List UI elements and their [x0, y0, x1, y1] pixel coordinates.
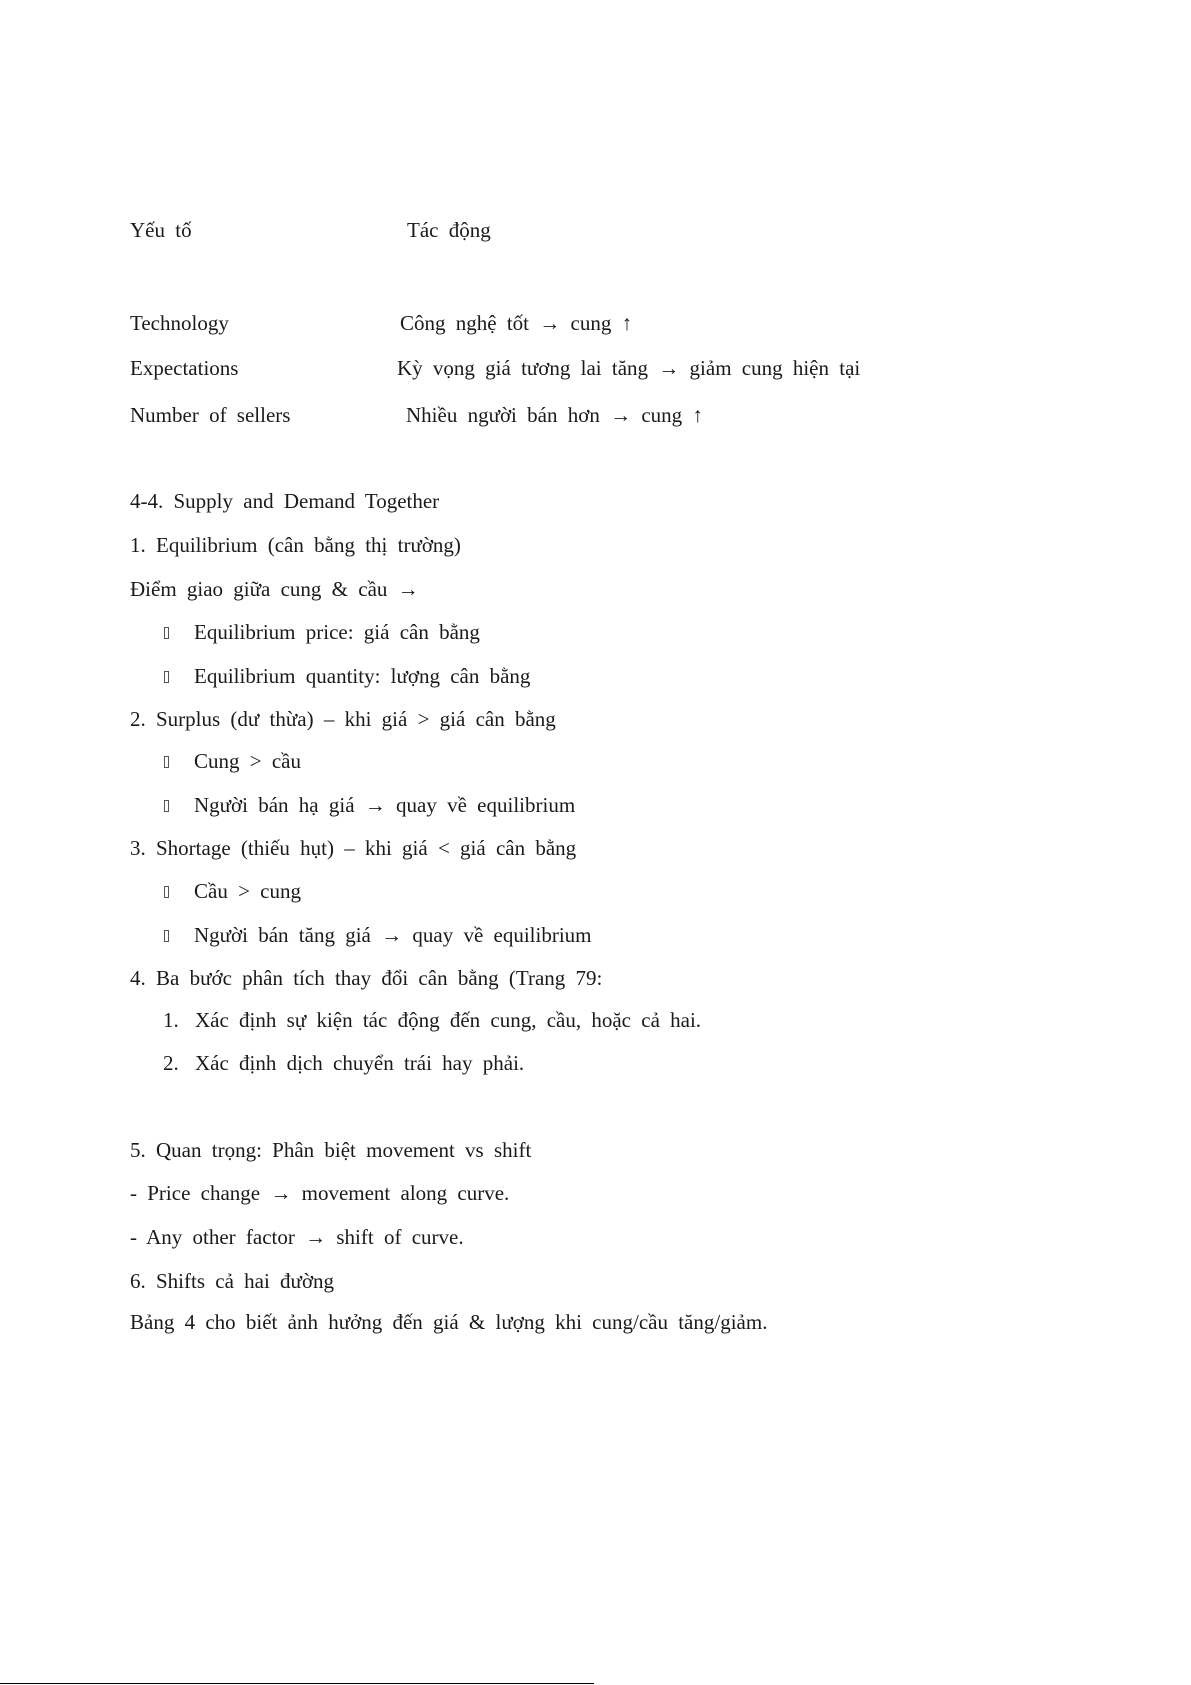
- list-item: Cung > cầu: [194, 749, 301, 773]
- list-item: Equilibrium quantity: lượng cân bằng: [194, 664, 531, 688]
- important-line: - Price change → movement along curve.: [130, 1181, 510, 1205]
- table-row-effect: Nhiều người bán hơn → cung ↑: [406, 403, 703, 427]
- steps-title: 4. Ba bước phân tích thay đổi cân bằng (Trang 79:: [130, 966, 603, 990]
- table-row-effect: Kỳ vọng giá tương lai tăng → giảm cung hiện tại: [397, 356, 861, 380]
- list-item: Người bán tăng giá → quay về equilibrium: [194, 923, 592, 947]
- shortage-title: 3. Shortage (thiếu hụt) – khi giá < giá cân bằng: [130, 836, 577, 860]
- bullet-icon: [164, 627, 169, 639]
- step-number: 2.: [163, 1051, 179, 1075]
- bullet-icon: [164, 800, 169, 812]
- list-item: Người bán hạ giá → quay về equilibrium: [194, 793, 576, 817]
- table-row-factor: Number of sellers: [130, 403, 291, 427]
- table-header-factor: Yếu tố: [130, 218, 192, 242]
- important-line: - Any other factor → shift of curve.: [130, 1225, 464, 1249]
- surplus-title: 2. Surplus (dư thừa) – khi giá > giá cân bằng: [130, 707, 556, 731]
- list-item: Equilibrium price: giá cân bằng: [194, 620, 480, 644]
- footer-rule: [0, 1683, 594, 1684]
- bullet-icon: [164, 930, 169, 942]
- section-heading: 4-4. Supply and Demand Together: [130, 489, 440, 513]
- equilibrium-title: 1. Equilibrium (cân bằng thị trường): [130, 533, 461, 557]
- step-number: 1.: [163, 1008, 179, 1032]
- important-title: 5. Quan trọng: Phân biệt movement vs shift: [130, 1138, 532, 1162]
- table-header-effect: Tác động: [407, 218, 491, 242]
- shifts-text: Bảng 4 cho biết ảnh hưởng đến giá & lượng khi cung/cầu tăng/giảm.: [130, 1310, 768, 1334]
- table-row-factor: Technology: [130, 311, 229, 335]
- list-item: Cầu > cung: [194, 879, 301, 903]
- table-row-factor: Expectations: [130, 356, 239, 380]
- step-text: Xác định dịch chuyển trái hay phải.: [195, 1051, 525, 1075]
- bullet-icon: [164, 886, 169, 898]
- shifts-title: 6. Shifts cả hai đường: [130, 1269, 335, 1293]
- step-text: Xác định sự kiện tác động đến cung, cầu, hoặc cả hai.: [195, 1008, 702, 1032]
- equilibrium-intro: Điểm giao giữa cung & cầu →: [130, 577, 419, 601]
- table-row-effect: Công nghệ tốt → cung ↑: [400, 311, 633, 335]
- bullet-icon: [164, 756, 169, 768]
- bullet-icon: [164, 671, 169, 683]
